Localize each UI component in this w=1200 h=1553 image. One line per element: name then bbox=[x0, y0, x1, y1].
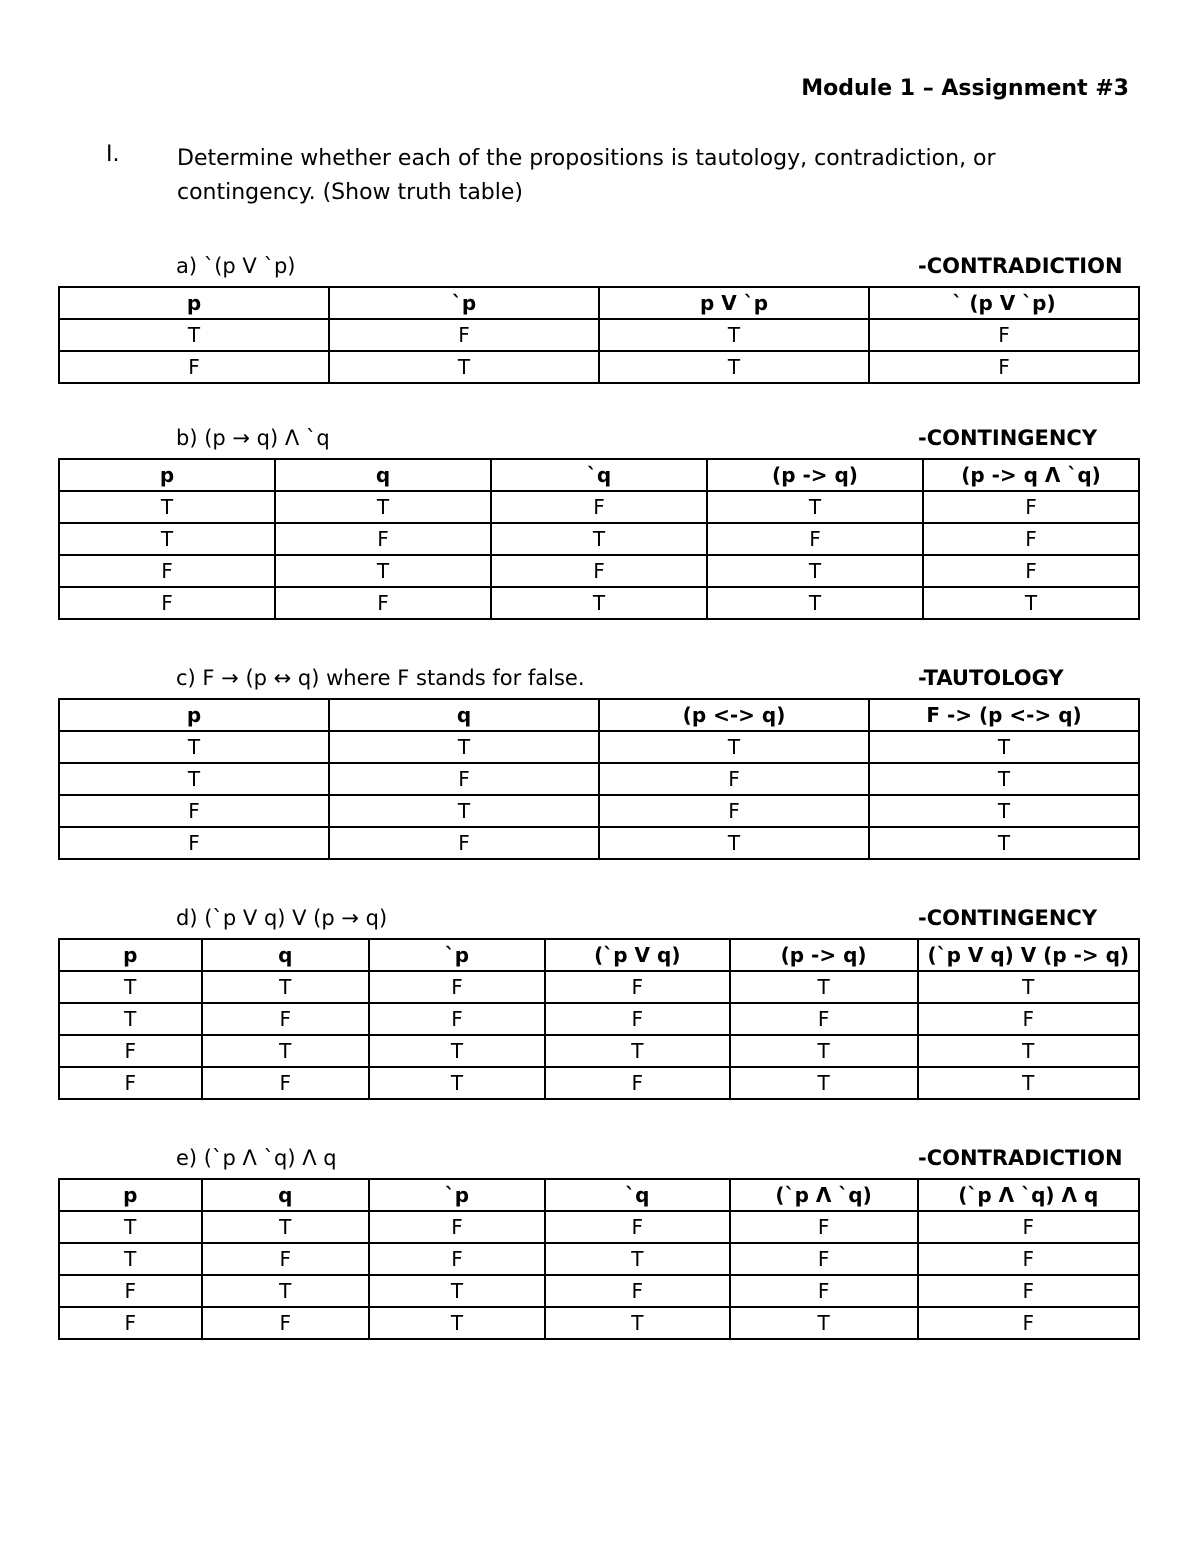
table-row bbox=[59, 555, 1139, 587]
column-header: q bbox=[275, 459, 491, 491]
table-cell: F bbox=[59, 1275, 202, 1307]
table-cell: F bbox=[369, 1211, 545, 1243]
part-b bbox=[58, 426, 1140, 620]
table-cell: F bbox=[730, 1003, 918, 1035]
table-cell: T bbox=[599, 351, 869, 383]
table-cell: F bbox=[923, 491, 1139, 523]
table-header-row bbox=[59, 459, 1139, 491]
table-cell: T bbox=[869, 731, 1139, 763]
column-header: ˋp bbox=[369, 939, 545, 971]
truth-table-b bbox=[58, 458, 1140, 620]
table-row bbox=[59, 827, 1139, 859]
document-title: Module 1 – Assignment #3 bbox=[801, 76, 1129, 101]
table-cell: T bbox=[599, 827, 869, 859]
table-cell: T bbox=[59, 971, 202, 1003]
table-cell: F bbox=[275, 523, 491, 555]
table-cell: T bbox=[918, 1035, 1139, 1067]
column-header: p V ˋp bbox=[599, 287, 869, 319]
column-header: (p -> q) bbox=[707, 459, 923, 491]
column-header: (ˋp V q) bbox=[545, 939, 730, 971]
table-header-row bbox=[59, 287, 1139, 319]
column-header: p bbox=[59, 1179, 202, 1211]
table-cell: T bbox=[918, 1067, 1139, 1099]
part-a-verdict: -CONTRADICTION bbox=[918, 254, 1123, 278]
table-cell: F bbox=[202, 1067, 369, 1099]
column-header: (p -> q Λ ˋq) bbox=[923, 459, 1139, 491]
table-cell: T bbox=[275, 555, 491, 587]
table-cell: F bbox=[599, 795, 869, 827]
table-cell: F bbox=[59, 795, 329, 827]
table-row bbox=[59, 763, 1139, 795]
table-cell: T bbox=[545, 1307, 730, 1339]
part-e-label: e) (ˋp Λ ˋq) Λ q bbox=[176, 1146, 337, 1170]
column-header: F -> (p <-> q) bbox=[869, 699, 1139, 731]
table-cell: T bbox=[707, 587, 923, 619]
table-cell: T bbox=[329, 351, 599, 383]
table-cell: T bbox=[869, 827, 1139, 859]
part-b-label: b) (p → q) Λ ˋq bbox=[176, 426, 330, 450]
table-cell: F bbox=[545, 1067, 730, 1099]
table-cell: F bbox=[369, 971, 545, 1003]
table-row bbox=[59, 1067, 1139, 1099]
table-cell: T bbox=[59, 523, 275, 555]
part-c bbox=[58, 666, 1140, 860]
table-header-row bbox=[59, 1179, 1139, 1211]
table-row bbox=[59, 319, 1139, 351]
table-cell: T bbox=[730, 1307, 918, 1339]
column-header: (ˋp V q) V (p -> q) bbox=[918, 939, 1139, 971]
table-cell: T bbox=[59, 731, 329, 763]
truth-table-d bbox=[58, 938, 1140, 1100]
table-cell: F bbox=[918, 1243, 1139, 1275]
table-row bbox=[59, 1307, 1139, 1339]
column-header: q bbox=[329, 699, 599, 731]
table-cell: F bbox=[59, 827, 329, 859]
column-header: q bbox=[202, 1179, 369, 1211]
question-number: I. bbox=[106, 142, 120, 167]
table-cell: T bbox=[59, 491, 275, 523]
table-cell: T bbox=[730, 971, 918, 1003]
column-header: p bbox=[59, 459, 275, 491]
table-row bbox=[59, 1003, 1139, 1035]
table-cell: T bbox=[202, 1035, 369, 1067]
table-row bbox=[59, 1243, 1139, 1275]
table-cell: T bbox=[491, 523, 707, 555]
column-header: (ˋp Λ ˋq) Λ q bbox=[918, 1179, 1139, 1211]
table-cell: F bbox=[59, 587, 275, 619]
table-cell: F bbox=[202, 1307, 369, 1339]
table-cell: F bbox=[545, 1211, 730, 1243]
table-header-row bbox=[59, 939, 1139, 971]
table-cell: T bbox=[369, 1307, 545, 1339]
table-cell: T bbox=[869, 795, 1139, 827]
column-header: ˋp bbox=[329, 287, 599, 319]
part-c-verdict: -TAUTOLOGY bbox=[918, 666, 1064, 690]
table-row bbox=[59, 731, 1139, 763]
table-cell: T bbox=[329, 731, 599, 763]
part-b-verdict: -CONTINGENCY bbox=[918, 426, 1098, 450]
table-cell: T bbox=[707, 491, 923, 523]
part-a-label: a) ˋ(p V ˋp) bbox=[176, 254, 296, 278]
table-cell: T bbox=[275, 491, 491, 523]
table-row bbox=[59, 795, 1139, 827]
table-cell: T bbox=[707, 555, 923, 587]
table-cell: F bbox=[491, 555, 707, 587]
table-cell: T bbox=[59, 1211, 202, 1243]
table-cell: T bbox=[59, 763, 329, 795]
table-cell: F bbox=[59, 555, 275, 587]
table-cell: T bbox=[369, 1035, 545, 1067]
question-text: Determine whether each of the propositions is tautology, contradiction, or contingency. (Show truth table) bbox=[177, 146, 996, 205]
table-cell: T bbox=[202, 971, 369, 1003]
part-e bbox=[58, 1146, 1140, 1340]
table-cell: F bbox=[545, 1003, 730, 1035]
table-cell: F bbox=[869, 319, 1139, 351]
part-d bbox=[58, 906, 1140, 1100]
part-c-label: c) F → (p ↔ q) where F stands for false. bbox=[176, 666, 585, 690]
table-row bbox=[59, 491, 1139, 523]
table-row bbox=[59, 1211, 1139, 1243]
table-cell: F bbox=[918, 1275, 1139, 1307]
column-header: ˋq bbox=[545, 1179, 730, 1211]
table-cell: F bbox=[545, 1275, 730, 1307]
column-header: p bbox=[59, 699, 329, 731]
table-cell: F bbox=[369, 1243, 545, 1275]
table-row bbox=[59, 971, 1139, 1003]
table-cell: F bbox=[923, 555, 1139, 587]
table-cell: F bbox=[599, 763, 869, 795]
table-cell: T bbox=[491, 587, 707, 619]
table-cell: T bbox=[545, 1035, 730, 1067]
column-header: p bbox=[59, 287, 329, 319]
table-cell: F bbox=[918, 1211, 1139, 1243]
table-cell: T bbox=[59, 1003, 202, 1035]
part-d-label: d) (ˋp V q) V (p → q) bbox=[176, 906, 388, 930]
table-cell: T bbox=[599, 731, 869, 763]
table-cell: F bbox=[730, 1243, 918, 1275]
part-d-verdict: -CONTINGENCY bbox=[918, 906, 1098, 930]
column-header: (p -> q) bbox=[730, 939, 918, 971]
truth-table-c bbox=[58, 698, 1140, 860]
table-cell: F bbox=[491, 491, 707, 523]
table-cell: T bbox=[369, 1275, 545, 1307]
table-cell: T bbox=[730, 1035, 918, 1067]
table-cell: F bbox=[329, 763, 599, 795]
truth-table-a bbox=[58, 286, 1140, 384]
column-header: ˋq bbox=[491, 459, 707, 491]
table-cell: F bbox=[59, 1035, 202, 1067]
table-cell: F bbox=[545, 971, 730, 1003]
table-cell: F bbox=[369, 1003, 545, 1035]
table-cell: F bbox=[59, 1307, 202, 1339]
table-cell: T bbox=[599, 319, 869, 351]
table-cell: F bbox=[329, 827, 599, 859]
table-cell: F bbox=[918, 1003, 1139, 1035]
table-cell: T bbox=[730, 1067, 918, 1099]
table-row bbox=[59, 1035, 1139, 1067]
truth-table-e bbox=[58, 1178, 1140, 1340]
column-header: p bbox=[59, 939, 202, 971]
part-e-verdict: -CONTRADICTION bbox=[918, 1146, 1123, 1170]
table-cell: F bbox=[275, 587, 491, 619]
table-cell: T bbox=[59, 319, 329, 351]
table-cell: T bbox=[202, 1275, 369, 1307]
table-cell: T bbox=[59, 1243, 202, 1275]
part-a bbox=[58, 254, 1140, 384]
table-cell: F bbox=[707, 523, 923, 555]
table-cell: F bbox=[59, 351, 329, 383]
table-cell: F bbox=[202, 1243, 369, 1275]
table-cell: T bbox=[329, 795, 599, 827]
table-row bbox=[59, 351, 1139, 383]
table-row bbox=[59, 1275, 1139, 1307]
column-header: (ˋp Λ ˋq) bbox=[730, 1179, 918, 1211]
column-header: ˋp bbox=[369, 1179, 545, 1211]
column-header: (p <-> q) bbox=[599, 699, 869, 731]
table-cell: F bbox=[730, 1211, 918, 1243]
table-row bbox=[59, 523, 1139, 555]
column-header: q bbox=[202, 939, 369, 971]
table-header-row bbox=[59, 699, 1139, 731]
table-cell: F bbox=[59, 1067, 202, 1099]
table-cell: F bbox=[202, 1003, 369, 1035]
table-cell: T bbox=[918, 971, 1139, 1003]
table-cell: F bbox=[329, 319, 599, 351]
table-cell: T bbox=[869, 763, 1139, 795]
table-cell: T bbox=[923, 587, 1139, 619]
table-cell: F bbox=[730, 1275, 918, 1307]
table-cell: T bbox=[545, 1243, 730, 1275]
table-row bbox=[59, 587, 1139, 619]
table-cell: F bbox=[923, 523, 1139, 555]
table-cell: T bbox=[202, 1211, 369, 1243]
column-header: ˋ (p V ˋp) bbox=[869, 287, 1139, 319]
table-cell: T bbox=[369, 1067, 545, 1099]
table-cell: F bbox=[869, 351, 1139, 383]
table-cell: F bbox=[918, 1307, 1139, 1339]
